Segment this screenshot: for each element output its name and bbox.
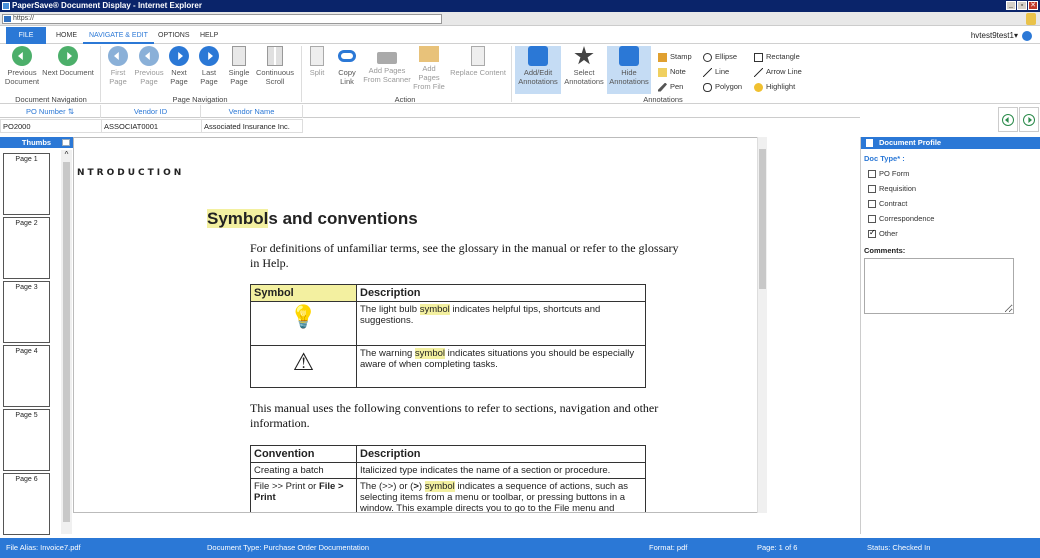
copy-link-label: Copy Link: [338, 68, 356, 86]
tab-options[interactable]: OPTIONS: [158, 32, 190, 39]
checkbox-requisition[interactable]: [868, 184, 916, 194]
last-page-button[interactable]: [196, 46, 222, 86]
status-file-alias: File Alias: Invoice7.pdf: [6, 543, 81, 552]
thumbnails-scrollbar[interactable]: [61, 150, 72, 534]
checkbox-contract[interactable]: [868, 199, 907, 209]
t1r1-a: The light bulb: [360, 304, 420, 315]
document-intro-heading: NTRODUCTION: [77, 168, 185, 178]
highlight-icon: [754, 83, 763, 92]
thumbnails-panel: [0, 137, 73, 534]
checkbox-box[interactable]: [868, 185, 876, 193]
last-page-label: Last Page: [200, 68, 218, 86]
restore-button[interactable]: ▫: [1017, 1, 1027, 10]
document-profile-header: Document Profile: [861, 137, 1040, 149]
t1r2-a: The warning: [360, 348, 415, 359]
t2r2-a1: File >> Print or: [254, 481, 319, 492]
ribbon-tabs: [0, 27, 1040, 44]
arrow-right-icon: [58, 46, 78, 66]
annotations-group-label: Annotations: [643, 95, 683, 104]
previous-page-label: Previous Page: [134, 68, 164, 86]
highlight-button[interactable]: [754, 82, 795, 92]
pen-label: Pen: [670, 82, 684, 91]
conventions-col-description: Description: [357, 446, 646, 463]
add-pages-scanner-label: Add Pages From Scanner: [363, 66, 411, 84]
hide-annotations-icon: [619, 46, 639, 66]
next-document-label: Next Document: [42, 68, 94, 77]
thumbnails-scroll-thumb[interactable]: [63, 162, 70, 522]
checkbox-label: Contract: [879, 199, 908, 208]
thumbnails-header: [0, 137, 73, 148]
thumbnails-title: Thumbs: [21, 138, 52, 147]
next-page-label: Next Page: [170, 68, 188, 86]
arrow-line-button[interactable]: [754, 67, 802, 77]
checkbox-po-form[interactable]: [868, 169, 909, 179]
thumbnail-page-5[interactable]: Page 5: [3, 409, 50, 471]
symbols-col-description: Description: [357, 285, 646, 302]
conventions-row-2-desc: [357, 479, 646, 514]
next-page-button[interactable]: [166, 46, 192, 86]
tab-file[interactable]: FILE: [6, 27, 46, 44]
status-page: Page: 1 of 6: [757, 543, 798, 552]
arrow-line-label: Arrow Line: [766, 67, 802, 76]
symbols-row-1-desc: [357, 302, 646, 346]
conventions-row-1-convention: Creating a batch: [251, 463, 357, 479]
folder-icon: [419, 46, 439, 62]
tab-home[interactable]: HOME: [56, 32, 77, 39]
comments-label: Comments:: [864, 246, 906, 255]
conventions-row-2-convention: [251, 479, 357, 514]
action-group-label: Action: [394, 95, 416, 104]
thumbnail-page-4[interactable]: Page 4: [3, 345, 50, 407]
comments-field[interactable]: [864, 258, 1014, 314]
ribbon-separator: [100, 46, 101, 102]
arrow-left-icon: [12, 46, 32, 66]
tab-help[interactable]: HELP: [200, 32, 219, 39]
status-bar: [0, 538, 1040, 558]
hide-annotations-button[interactable]: [607, 46, 651, 94]
t1r2-b: indicates situations you should be especially aware of when completing tasks.: [360, 348, 635, 370]
link-icon: [338, 50, 356, 62]
checkbox-label: Requisition: [879, 184, 917, 193]
vendor-id-column-header[interactable]: Vendor ID: [101, 105, 201, 118]
t2r2-hl: symbol: [424, 481, 455, 492]
checkbox-label: Correspondence: [879, 214, 935, 223]
stamp-icon: [658, 53, 667, 62]
next-document-button[interactable]: [40, 46, 96, 77]
conventions-col-convention: Convention: [251, 446, 357, 463]
user-menu[interactable]: hvtest9test1▾: [971, 27, 1032, 44]
rectangle-icon: [754, 53, 763, 62]
add-edit-annotations-label: Add/Edit Annotations: [518, 68, 558, 86]
thumbnail-page-3[interactable]: Page 3: [3, 281, 50, 343]
warning-icon: ⚠: [251, 346, 357, 388]
checkbox-label: Other: [879, 229, 898, 238]
replace-content-button[interactable]: [449, 46, 507, 77]
collapse-thumbs-icon[interactable]: [62, 139, 70, 146]
ellipse-label: Ellipse: [715, 52, 738, 61]
stamp-label: Stamp: [670, 52, 692, 61]
ellipse-button[interactable]: [703, 52, 737, 62]
highlight-label: Highlight: [766, 82, 796, 91]
heading-highlighted: Symbol: [207, 209, 269, 228]
window-title-bar: [0, 0, 1040, 12]
pen-button[interactable]: [658, 82, 683, 92]
url-field[interactable]: https://: [2, 14, 442, 24]
vendor-id-cell[interactable]: ASSOCIAT0001: [102, 120, 202, 133]
document-paragraph-2: This manual uses the following conventions to refer to sections, navigation and other information.: [250, 401, 659, 430]
symbols-col-symbol: Symbol: [251, 285, 357, 302]
single-page-button[interactable]: [225, 46, 253, 86]
thumbnail-page-1[interactable]: Page 1: [3, 153, 50, 215]
thumbnail-page-6[interactable]: Page 6: [3, 473, 50, 535]
lightbulb-icon: 💡: [251, 302, 357, 346]
star-icon: [574, 46, 594, 66]
po-number-cell[interactable]: PO2000: [1, 120, 102, 133]
previous-record-button[interactable]: [998, 107, 1018, 132]
symbols-table: [250, 284, 646, 388]
t2r2-b3: ): [418, 481, 425, 492]
previous-page-button[interactable]: [133, 46, 165, 86]
arrow-left-icon: [1002, 114, 1014, 126]
split-label: Split: [309, 68, 325, 77]
continuous-scroll-label: Continuous Scroll: [256, 68, 294, 86]
split-button[interactable]: [305, 46, 329, 77]
app-logo-icon: [2, 2, 10, 10]
user-icon: [1022, 31, 1032, 41]
arrow-right-icon: [1023, 114, 1035, 126]
add-edit-annotations-button[interactable]: [515, 46, 561, 94]
polygon-button[interactable]: [703, 82, 742, 92]
ribbon-separator: [301, 46, 302, 102]
stamp-button[interactable]: [658, 52, 692, 62]
line-label: Line: [715, 67, 730, 76]
document-navigation-group-label: Document Navigation: [15, 95, 87, 104]
page-navigation-group-label: Page Navigation: [172, 95, 228, 104]
previous-document-label: Previous Document: [4, 68, 40, 86]
polygon-label: Polygon: [715, 82, 743, 91]
heading-rest: s and conventions: [268, 209, 418, 228]
checkbox-box[interactable]: [868, 200, 876, 208]
conventions-row-1-desc: Italicized type indicates the name of a section or procedure.: [357, 463, 646, 479]
document-scroll-thumb[interactable]: [759, 149, 766, 289]
index-grid-header: [0, 105, 860, 118]
rectangle-button[interactable]: [754, 52, 800, 62]
note-icon: [658, 68, 667, 77]
line-button[interactable]: [703, 67, 729, 77]
replace-icon: [471, 46, 485, 66]
select-annotations-label: Select Annotations: [564, 68, 604, 86]
pen-icon: [658, 83, 667, 92]
document-profile-panel: [860, 137, 1040, 534]
document-scrollbar[interactable]: [757, 137, 767, 513]
t1r1-b: indicates helpful tips, shortcuts and suggestions.: [360, 304, 601, 326]
previous-document-button[interactable]: [3, 46, 41, 86]
address-bar: [0, 12, 1040, 26]
po-number-header-label: PO Number: [26, 107, 66, 116]
continuous-scroll-icon: [267, 46, 283, 66]
document-viewer[interactable]: [73, 137, 767, 513]
status-document-type: Document Type: Purchase Order Documentation: [207, 543, 370, 552]
hide-annotations-label: Hide Annotations: [609, 68, 649, 86]
t1r2-hl: symbol: [414, 348, 446, 359]
document-paragraph-1: For definitions of unfamiliar terms, see the glossary in the manual or refer to the glossary in Help.: [250, 241, 679, 270]
note-button[interactable]: [658, 67, 686, 77]
note-label: Note: [670, 67, 686, 76]
first-page-icon: [108, 46, 128, 66]
close-button[interactable]: ✕: [1028, 1, 1038, 10]
t2r2-a2: File > Print: [254, 481, 344, 503]
single-page-label: Single Page: [228, 68, 250, 86]
replace-content-label: Replace Content: [450, 68, 506, 77]
scanner-icon: [377, 52, 397, 64]
t2r2-b2: >: [413, 481, 419, 492]
t2r2-b1: The (>>) or (: [360, 481, 414, 492]
t2r2-b4: indicates a sequence of actions, such as selecting items from a menu or toolbar, or pressing buttons in a window. This example directs you to go to the File menu and: [360, 481, 629, 513]
status-format: Format: pdf: [649, 543, 688, 552]
user-name: hvtest9test1: [970, 31, 1014, 40]
checkbox-box-checked[interactable]: [868, 230, 876, 238]
continuous-scroll-button[interactable]: [253, 46, 297, 86]
add-pages-file-button[interactable]: [411, 46, 447, 91]
document-heading: [207, 209, 418, 229]
first-page-button[interactable]: [104, 46, 132, 86]
symbols-row-2-desc: [357, 346, 646, 388]
thumbnail-page-2[interactable]: Page 2: [3, 217, 50, 279]
next-record-button[interactable]: [1019, 107, 1039, 132]
status-state: Status: Checked In: [867, 543, 931, 552]
previous-page-icon: [139, 46, 159, 66]
last-page-icon: [199, 46, 219, 66]
checkbox-other[interactable]: [868, 229, 898, 239]
rectangle-label: Rectangle: [766, 52, 800, 61]
select-annotations-button[interactable]: [562, 46, 606, 86]
ribbon-separator: [511, 46, 512, 102]
annotation-edit-icon: [528, 46, 548, 66]
checkbox-box[interactable]: [868, 170, 876, 178]
checkbox-correspondence[interactable]: [868, 214, 934, 224]
add-pages-file-label: Add Pages From File: [413, 64, 445, 91]
minimize-button[interactable]: _: [1006, 1, 1016, 10]
checkbox-label: PO Form: [879, 169, 910, 178]
single-page-icon: [232, 46, 246, 66]
t1r1-hl: symbol: [419, 304, 450, 315]
add-pages-scanner-button[interactable]: [362, 46, 412, 84]
copy-link-button[interactable]: [333, 46, 361, 86]
vendor-name-cell[interactable]: Associated Insurance Inc.: [204, 122, 290, 131]
tab-navigate-edit[interactable]: NAVIGATE & EDIT: [83, 27, 154, 44]
arrow-line-icon: [754, 68, 763, 77]
po-number-column-header[interactable]: PO Number ⇅: [0, 105, 101, 118]
window-title: PaperSave® Document Display - Internet Explorer: [12, 1, 202, 10]
chevron-up-icon[interactable]: ^: [64, 150, 69, 159]
split-icon: [310, 46, 324, 66]
lock-icon: [1026, 13, 1036, 25]
polygon-icon: [703, 83, 712, 92]
first-page-label: First Page: [109, 68, 127, 86]
checkbox-box[interactable]: [868, 215, 876, 223]
conventions-table: [250, 445, 646, 513]
ribbon: [0, 44, 1040, 104]
ellipse-icon: [703, 53, 712, 62]
next-page-icon: [169, 46, 189, 66]
vendor-name-column-header[interactable]: Vendor Name: [201, 105, 303, 118]
index-grid-row[interactable]: [0, 119, 303, 133]
doc-type-label: Doc Type* :: [864, 154, 905, 163]
line-icon: [703, 68, 712, 77]
